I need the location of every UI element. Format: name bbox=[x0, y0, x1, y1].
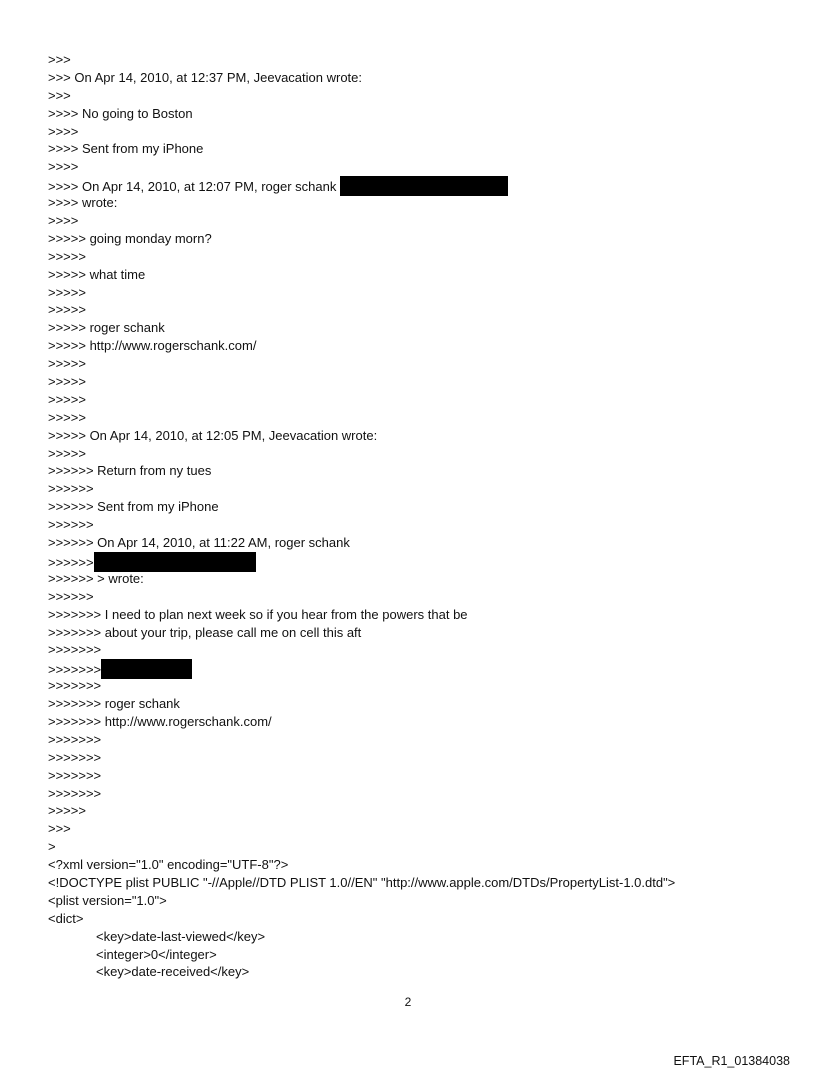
text-line: >>>>> bbox=[48, 248, 86, 264]
bates-number: EFTA_R1_01384038 bbox=[673, 1054, 790, 1068]
text-line: >>>>>>> bbox=[48, 642, 102, 658]
page-number: 2 bbox=[404, 995, 412, 1009]
text-line: >>>>>>> http://www.rogerschank.com/ bbox=[48, 713, 272, 729]
text-line bbox=[48, 659, 788, 677]
text-line: > bbox=[48, 839, 56, 855]
text-line bbox=[48, 552, 788, 570]
text-line: >>>>> bbox=[48, 391, 86, 407]
text-line: >>>>> what time bbox=[48, 266, 146, 282]
text-line: >>>>>>> bbox=[48, 731, 102, 747]
text-line: >>>>> bbox=[48, 445, 86, 461]
text-line: <dict> bbox=[48, 910, 84, 926]
text-line: >>>>> bbox=[48, 302, 86, 318]
text-line: <plist version="1.0"> bbox=[48, 892, 167, 908]
text-line: >>>>> bbox=[48, 284, 86, 300]
text-line: >>>>> bbox=[48, 409, 86, 425]
text-line: >>> bbox=[48, 87, 71, 103]
text-line: <key>date-last-viewed</key> bbox=[96, 928, 266, 944]
text-line: >>>>>>> bbox=[48, 785, 102, 801]
text-line: >>>>>>> bbox=[48, 678, 102, 694]
text-line: >>>>>> > wrote: bbox=[48, 570, 144, 586]
text-line: >>>>>>> roger schank bbox=[48, 696, 180, 712]
text-line: >>>>> http://www.rogerschank.com/ bbox=[48, 338, 257, 354]
text-line: >>>>> going monday morn? bbox=[48, 230, 212, 246]
text-line: >>>>> bbox=[48, 374, 86, 390]
text-line: >>> bbox=[48, 52, 71, 67]
text-line: >>>>>> Return from ny tues bbox=[48, 463, 212, 479]
text-line: >>>>>> bbox=[48, 481, 94, 497]
text-line: >>>> bbox=[48, 213, 79, 229]
text-line: >>>>>>> about your trip, please call me on cell this aft bbox=[48, 624, 362, 640]
text-line: <integer>0</integer> bbox=[96, 946, 217, 962]
text-line: >>>>>>> bbox=[48, 767, 102, 783]
text-line: <key>date-received</key> bbox=[96, 964, 250, 980]
text-line: >>> On Apr 14, 2010, at 12:37 PM, Jeevacation wrote: bbox=[48, 69, 363, 85]
text-line: >>>> wrote: bbox=[48, 195, 118, 211]
text-line: >>>>> roger schank bbox=[48, 320, 165, 336]
text-segment: >>>> On Apr 14, 2010, at 12:07 PM, roger schank bbox=[48, 179, 340, 195]
text-line: >>>>>> On Apr 14, 2010, at 11:22 AM, roger schank bbox=[48, 535, 350, 551]
text-line: >>> bbox=[48, 821, 71, 837]
text-line: >>>>> On Apr 14, 2010, at 12:05 PM, Jeevacation wrote: bbox=[48, 427, 378, 443]
text-line: >>>>> bbox=[48, 356, 86, 372]
text-line bbox=[48, 176, 788, 194]
text-line: <?xml version="1.0" encoding="UTF-8"?> bbox=[48, 857, 289, 873]
text-line: >>>> bbox=[48, 123, 79, 139]
text-segment: >>>>>>> bbox=[48, 662, 102, 678]
text-line: >>>> bbox=[48, 159, 79, 175]
text-line: >>>> No going to Boston bbox=[48, 105, 193, 121]
text-line: >>>>>>> I need to plan next week so if you hear from the powers that be bbox=[48, 606, 468, 622]
text-line: >>>>>> Sent from my iPhone bbox=[48, 499, 219, 515]
text-line: >>>>>>> bbox=[48, 749, 102, 765]
text-line: >>>> Sent from my iPhone bbox=[48, 141, 204, 157]
text-line: <!DOCTYPE plist PUBLIC "-//Apple//DTD PLIST 1.0//EN" "http://www.apple.com/DTDs/PropertyList-1.0.dtd"> bbox=[48, 874, 676, 890]
text-segment: >>>>>> bbox=[48, 554, 94, 570]
text-line: >>>>>> bbox=[48, 517, 94, 533]
text-line: >>>>> bbox=[48, 803, 86, 819]
email-body bbox=[48, 51, 788, 981]
text-line: >>>>>> bbox=[48, 588, 94, 604]
